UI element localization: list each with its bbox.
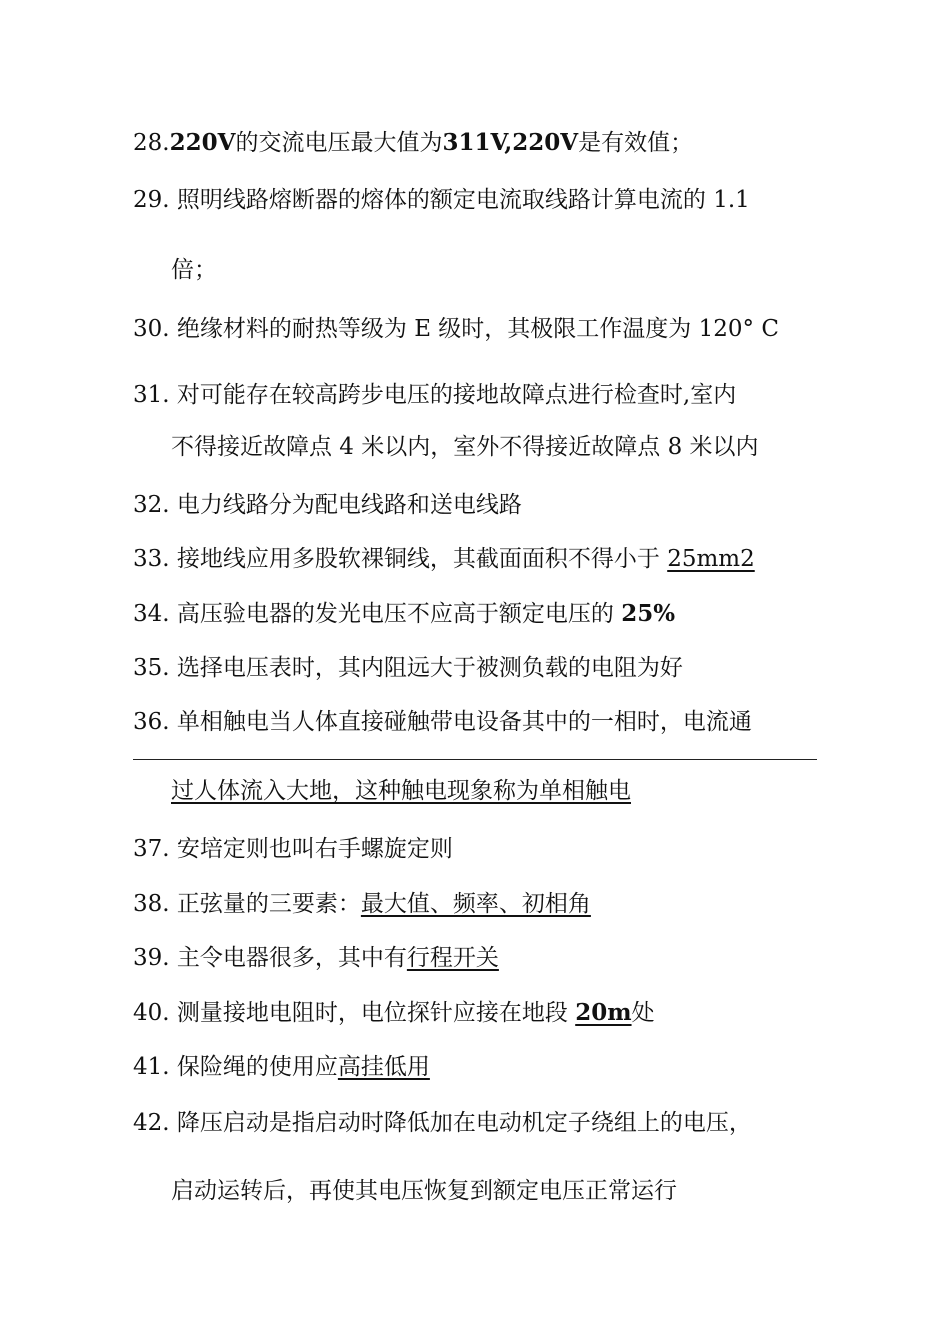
item-41: 41. 保险绳的使用应高挂低用 xyxy=(133,1054,430,1080)
item-31-continued: 不得接近故障点 4 米以内，室外不得接近故障点 8 米以内 xyxy=(171,434,759,460)
item-38: 38. 正弦量的三要素：最大值、频率、初相角 xyxy=(133,891,591,917)
item-33: 33. 接地线应用多股软裸铜线，其截面面积不得小于 25mm2 xyxy=(133,546,755,572)
item-28: 28.220V的交流电压最大值为311V,220V是有效值； xyxy=(133,129,694,156)
item-29: 29. 照明线路熔断器的熔体的额定电流取线路计算电流的 1.1 xyxy=(133,187,750,213)
item-36-continued: 过人体流入大地，这种触电现象称为单相触电 xyxy=(171,778,631,804)
item-42: 42. 降压启动是指启动时降低加在电动机定子绕组上的电压， xyxy=(133,1110,752,1136)
item-39: 39. 主令电器很多，其中有行程开关 xyxy=(133,945,499,971)
item-40: 40. 测量接地电阻时，电位探针应接在地段 20m处 xyxy=(133,999,655,1026)
item-31: 31. 对可能存在较高跨步电压的接地故障点进行检查时,室内 xyxy=(133,382,737,408)
item-42-continued: 启动运转后，再使其电压恢复到额定电压正常运行 xyxy=(171,1178,677,1204)
item-34: 34. 高压验电器的发光电压不应高于额定电压的 25% xyxy=(133,600,676,627)
horizontal-rule xyxy=(133,759,817,760)
item-37: 37. 安培定则也叫右手螺旋定则 xyxy=(133,836,453,862)
item-36: 36. 单相触电当人体直接碰触带电设备其中的一相时，电流通 xyxy=(133,709,752,735)
item-32: 32. 电力线路分为配电线路和送电线路 xyxy=(133,492,522,518)
item-35: 35. 选择电压表时，其内阻远大于被测负载的电阻为好 xyxy=(133,655,683,681)
item-30: 30. 绝缘材料的耐热等级为 E 级时，其极限工作温度为 120° C xyxy=(133,316,779,342)
item-29-continued: 倍； xyxy=(171,257,217,283)
